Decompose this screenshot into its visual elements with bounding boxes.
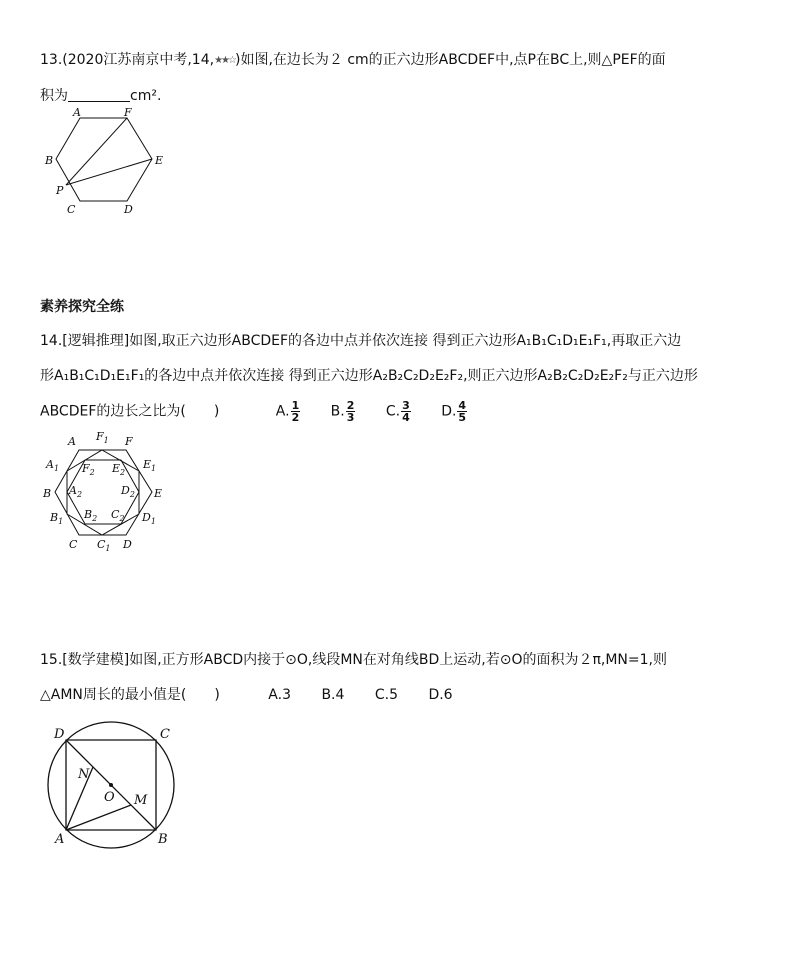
- q14-label-A: A: [68, 435, 76, 448]
- q14-label-F1: $F_1$: [96, 430, 109, 445]
- q14-label-E: E: [154, 487, 163, 500]
- q13-line1-prefix: 13.(2020江苏南京中考,14,: [40, 52, 215, 68]
- q15-option-a[interactable]: A.3: [268, 687, 291, 703]
- q15-option-c[interactable]: C.5: [374, 687, 398, 703]
- answer-blank[interactable]: [68, 87, 130, 102]
- q15-label-A: A: [55, 832, 65, 847]
- q13-label-E: E: [155, 154, 164, 167]
- q15-option-b[interactable]: B.4: [321, 687, 345, 703]
- q15-label-M: M: [134, 793, 148, 808]
- q14-label-D1: $D_1$: [142, 511, 156, 526]
- q15-option-d[interactable]: D.6: [428, 687, 453, 703]
- q14-line3: [40, 400, 467, 423]
- q14-label-A1: $A_1$: [46, 458, 60, 473]
- q13-label-P: P: [56, 184, 64, 197]
- q13-label-F: F: [124, 106, 132, 119]
- q14-label-B: B: [43, 487, 52, 500]
- q14-label-C: C: [69, 538, 78, 551]
- q14-label-B2: $B_2$: [84, 508, 98, 523]
- q13-label-D: D: [124, 203, 133, 216]
- q13-line1-suffix: )如图,在边长为２ cm的正六边形ABCDEF中,点P在BC上,则△PEF的面: [234, 52, 666, 68]
- section-title: 素养探究全练: [40, 299, 124, 315]
- q15-label-N: N: [78, 767, 90, 782]
- q14-option-b[interactable]: B. $\frac{2}{3}$: [330, 399, 355, 424]
- star-rating-icon: ★★☆: [214, 55, 235, 66]
- q14-option-d[interactable]: D. $\frac{4}{5}$: [441, 399, 467, 424]
- q14-label-C2: $C_2$: [111, 508, 125, 523]
- q13-line2-suffix: cm².: [130, 88, 162, 104]
- q13-label-A: A: [73, 106, 81, 119]
- q13-label-B: B: [45, 154, 54, 167]
- q14-label-E2: $E_2$: [112, 462, 126, 477]
- q13-line2-prefix: 积为: [40, 88, 68, 104]
- q14-label-D: D: [123, 538, 132, 551]
- q14-label-D2: $D_2$: [121, 484, 135, 499]
- q13-line1: [40, 50, 666, 71]
- q15-line2-prefix: △AMN周长的最小值是( ): [40, 687, 220, 703]
- q14-line3-prefix: ABCDEF的边长之比为( ): [40, 403, 220, 420]
- q14-line1: 14.[逻辑推理]如图,取正六边形ABCDEF的各边中点并依次连接 得到正六边形A₁B₁C₁D₁E₁F₁,再取正六边: [40, 333, 682, 349]
- q14-label-F: F: [125, 435, 133, 448]
- q15-label-D: D: [54, 727, 65, 742]
- q14-label-C1: $C_1$: [97, 538, 111, 553]
- q15-label-C: C: [160, 727, 170, 742]
- q13-label-C: C: [67, 203, 76, 216]
- q14-option-c[interactable]: C. $\frac{3}{4}$: [385, 399, 410, 424]
- q14-label-B1: $B_1$: [50, 511, 64, 526]
- q15-label-O: O: [104, 790, 115, 805]
- q14-label-F2: $F_2$: [82, 462, 95, 477]
- q15-line2: [40, 685, 453, 705]
- q14-line2: 形A₁B₁C₁D₁E₁F₁的各边中点并依次连接 得到正六边形A₂B₂C₂D₂E₂F₂,则正六边形A₂B₂C₂D₂E₂F₂与正六边形: [40, 368, 698, 384]
- q14-option-a[interactable]: A. $\frac{1}{2}$: [275, 399, 300, 424]
- q15-label-B: B: [158, 832, 168, 847]
- q14-label-E1: $E_1$: [143, 458, 157, 473]
- q15-line1: 15.[数学建模]如图,正方形ABCD内接于⊙O,线段MN在对角线BD上运动,若⊙O的面积为２π,MN=1,则: [40, 652, 667, 668]
- q14-label-A2: $A_2$: [69, 484, 83, 499]
- q13-line2: [40, 86, 161, 106]
